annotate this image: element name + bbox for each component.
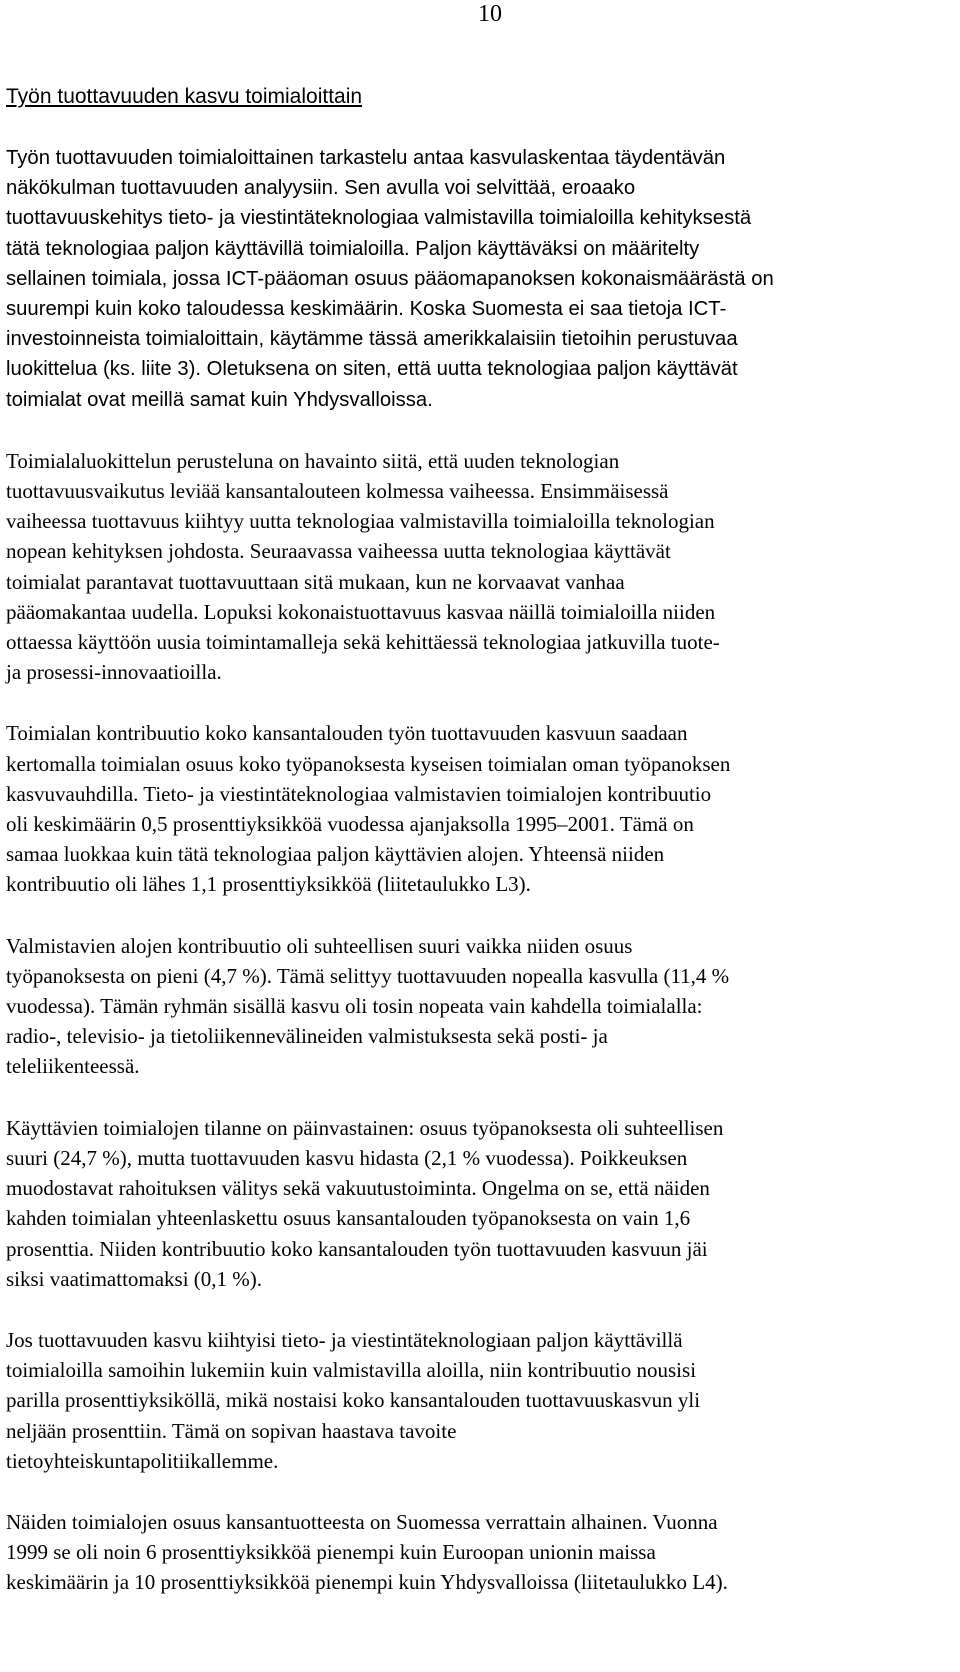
text-line: teleliikenteessä.	[6, 1054, 140, 1079]
text-line: ottaessa käyttöön uusia toimintamalleja sekä kehittäessä teknologiaa jatkuvilla tuote-	[6, 630, 720, 655]
text-line: luokittelua (ks. liite 3). Oletuksena on siten, että uutta teknologiaa paljon käyttävät	[6, 358, 738, 381]
text-line: tuottavuuskehitys tieto- ja viestintäteknologiaa valmistavilla toimialoilla kehityksestä	[6, 207, 752, 230]
text-line: samaa luokkaa kuin tätä teknologiaa paljon käyttävien alojen. Yhteensä niiden	[6, 842, 665, 867]
text-line: kertomalla toimialan osuus koko työpanoksesta kyseisen toimialan oman työpanoksen	[6, 751, 731, 776]
paragraph-1	[6, 143, 946, 415]
text-line: investoinneista toimialoittain, käytämme tässä amerikkalaisiin tietoihin perustuvaa	[6, 328, 738, 351]
text-line: pääomakantaa uudella. Lopuksi kokonaistuottavuus kasvaa näillä toimialoilla niiden	[6, 599, 716, 624]
text-line: toimialat ovat meillä samat kuin Yhdysvalloissa.	[6, 388, 433, 411]
paragraph-5	[6, 1113, 946, 1294]
text-line: nopean kehityksen johdosta. Seuraavassa vaiheessa uutta teknologiaa käyttävät	[6, 539, 671, 564]
text-line: tätä teknologiaa paljon käyttävillä toimialoilla. Paljon käyttäväksi on määritelty	[6, 237, 700, 260]
text-line: ja prosessi-innovaatioilla.	[6, 660, 222, 685]
text-line: näkökulman tuottavuuden analyysiin. Sen avulla voi selvittää, eroaako	[6, 177, 636, 200]
text-line: tuottavuusvaikutus leviää kansantalouteen kolmessa vaiheessa. Ensimmäisessä	[6, 479, 669, 504]
text-line: neljään prosenttiin. Tämä on sopivan haastava tavoite	[6, 1418, 457, 1443]
text-line: prosenttia. Niiden kontribuutio koko kansantalouden työn tuottavuuden kasvuun jäi	[6, 1236, 708, 1261]
text-line: suuri (24,7 %), mutta tuottavuuden kasvu hidasta (2,1 % vuodessa). Poikkeuksen	[6, 1145, 688, 1170]
text-line: toimialat parantavat tuottavuuttaan sitä mukaan, kun ne korvaavat vanhaa	[6, 569, 625, 594]
section-heading: Työn tuottavuuden kasvu toimialoittain	[6, 85, 363, 108]
text-line: Toimialan kontribuutio koko kansantalouden työn tuottavuuden kasvuun saadaan	[6, 721, 688, 746]
text-line: keskimäärin ja 10 prosenttiyksikköä pienempi kuin Yhdysvalloissa (liitetaulukko L4).	[6, 1570, 728, 1595]
text-line: työpanoksesta on pieni (4,7 %). Tämä selittyy tuottavuuden nopealla kasvulla (11,4 %	[6, 963, 730, 988]
text-line: tietoyhteiskuntapolitiikallemme.	[6, 1448, 279, 1473]
text-line: toimialoilla samoihin lukemiin kuin valmistavilla aloilla, niin kontribuutio nousisi	[6, 1358, 697, 1383]
text-line: siksi vaatimattomaksi (0,1 %).	[6, 1266, 263, 1291]
text-line: 1999 se oli noin 6 prosenttiyksikköä pienempi kuin Euroopan unionin maissa	[6, 1540, 656, 1565]
paragraph-3	[6, 718, 946, 899]
text-line: Työn tuottavuuden toimialoittainen tarkastelu antaa kasvulaskentaa täydentävän	[6, 147, 726, 169]
text-line: kontribuutio oli lähes 1,1 prosenttiyksikköä (liitetaulukko L3).	[6, 872, 531, 897]
paragraph-6	[6, 1325, 946, 1476]
paragraph-4	[6, 931, 946, 1082]
page-content	[6, 81, 946, 1629]
text-line: Valmistavien alojen kontribuutio oli suhteellisen suuri vaikka niiden osuus	[6, 933, 633, 958]
text-line: Käyttävien toimialojen tilanne on päinvastainen: osuus työpanoksesta oli suhteellisen	[6, 1115, 724, 1140]
text-line: suurempi kuin koko taloudessa keskimäärin. Koska Suomesta ei saa tietoja ICT-	[6, 298, 727, 321]
text-line: Näiden toimialojen osuus kansantuotteesta on Suomessa verrattain alhainen. Vuonna	[6, 1509, 718, 1534]
text-line: muodostavat rahoituksen välitys sekä vakuutustoiminta. Ongelma on se, että näiden	[6, 1176, 710, 1201]
paragraph-2	[6, 446, 946, 688]
text-line: oli keskimäärin 0,5 prosenttiyksikköä vuodessa ajanjaksolla 1995–2001. Tämä on	[6, 812, 694, 837]
text-line: vuodessa). Tämän ryhmän sisällä kasvu oli tosin nopeata vain kahdella toimialalla:	[6, 994, 703, 1019]
text-line: sellainen toimiala, jossa ICT-pääoman osuus pääomapanoksen kokonaismäärästä on	[6, 267, 774, 290]
text-line: kahden toimialan yhteenlaskettu osuus kansantalouden työpanoksesta on vain 1,6	[6, 1206, 691, 1231]
paragraph-7	[6, 1507, 946, 1598]
text-line: vaiheessa tuottavuus kiihtyy uutta teknologiaa valmistavilla toimialoilla teknologian	[6, 509, 715, 534]
text-line: kasvuvauhdilla. Tieto- ja viestintäteknologiaa valmistavien toimialojen kontribuutio	[6, 781, 712, 806]
text-line: radio-, televisio- ja tietoliikennevälineiden valmistuksesta sekä posti- ja	[6, 1024, 608, 1049]
text-line: parilla prosenttiyksiköllä, mikä nostaisi koko kansantalouden tuottavuuskasvun yli	[6, 1388, 701, 1413]
text-line: Jos tuottavuuden kasvu kiihtyisi tieto- ja viestintäteknologiaan paljon käyttävillä	[6, 1327, 683, 1352]
page-number: 10	[478, 1, 502, 27]
text-line: Toimialaluokittelun perusteluna on havainto siitä, että uuden teknologian	[6, 448, 620, 473]
